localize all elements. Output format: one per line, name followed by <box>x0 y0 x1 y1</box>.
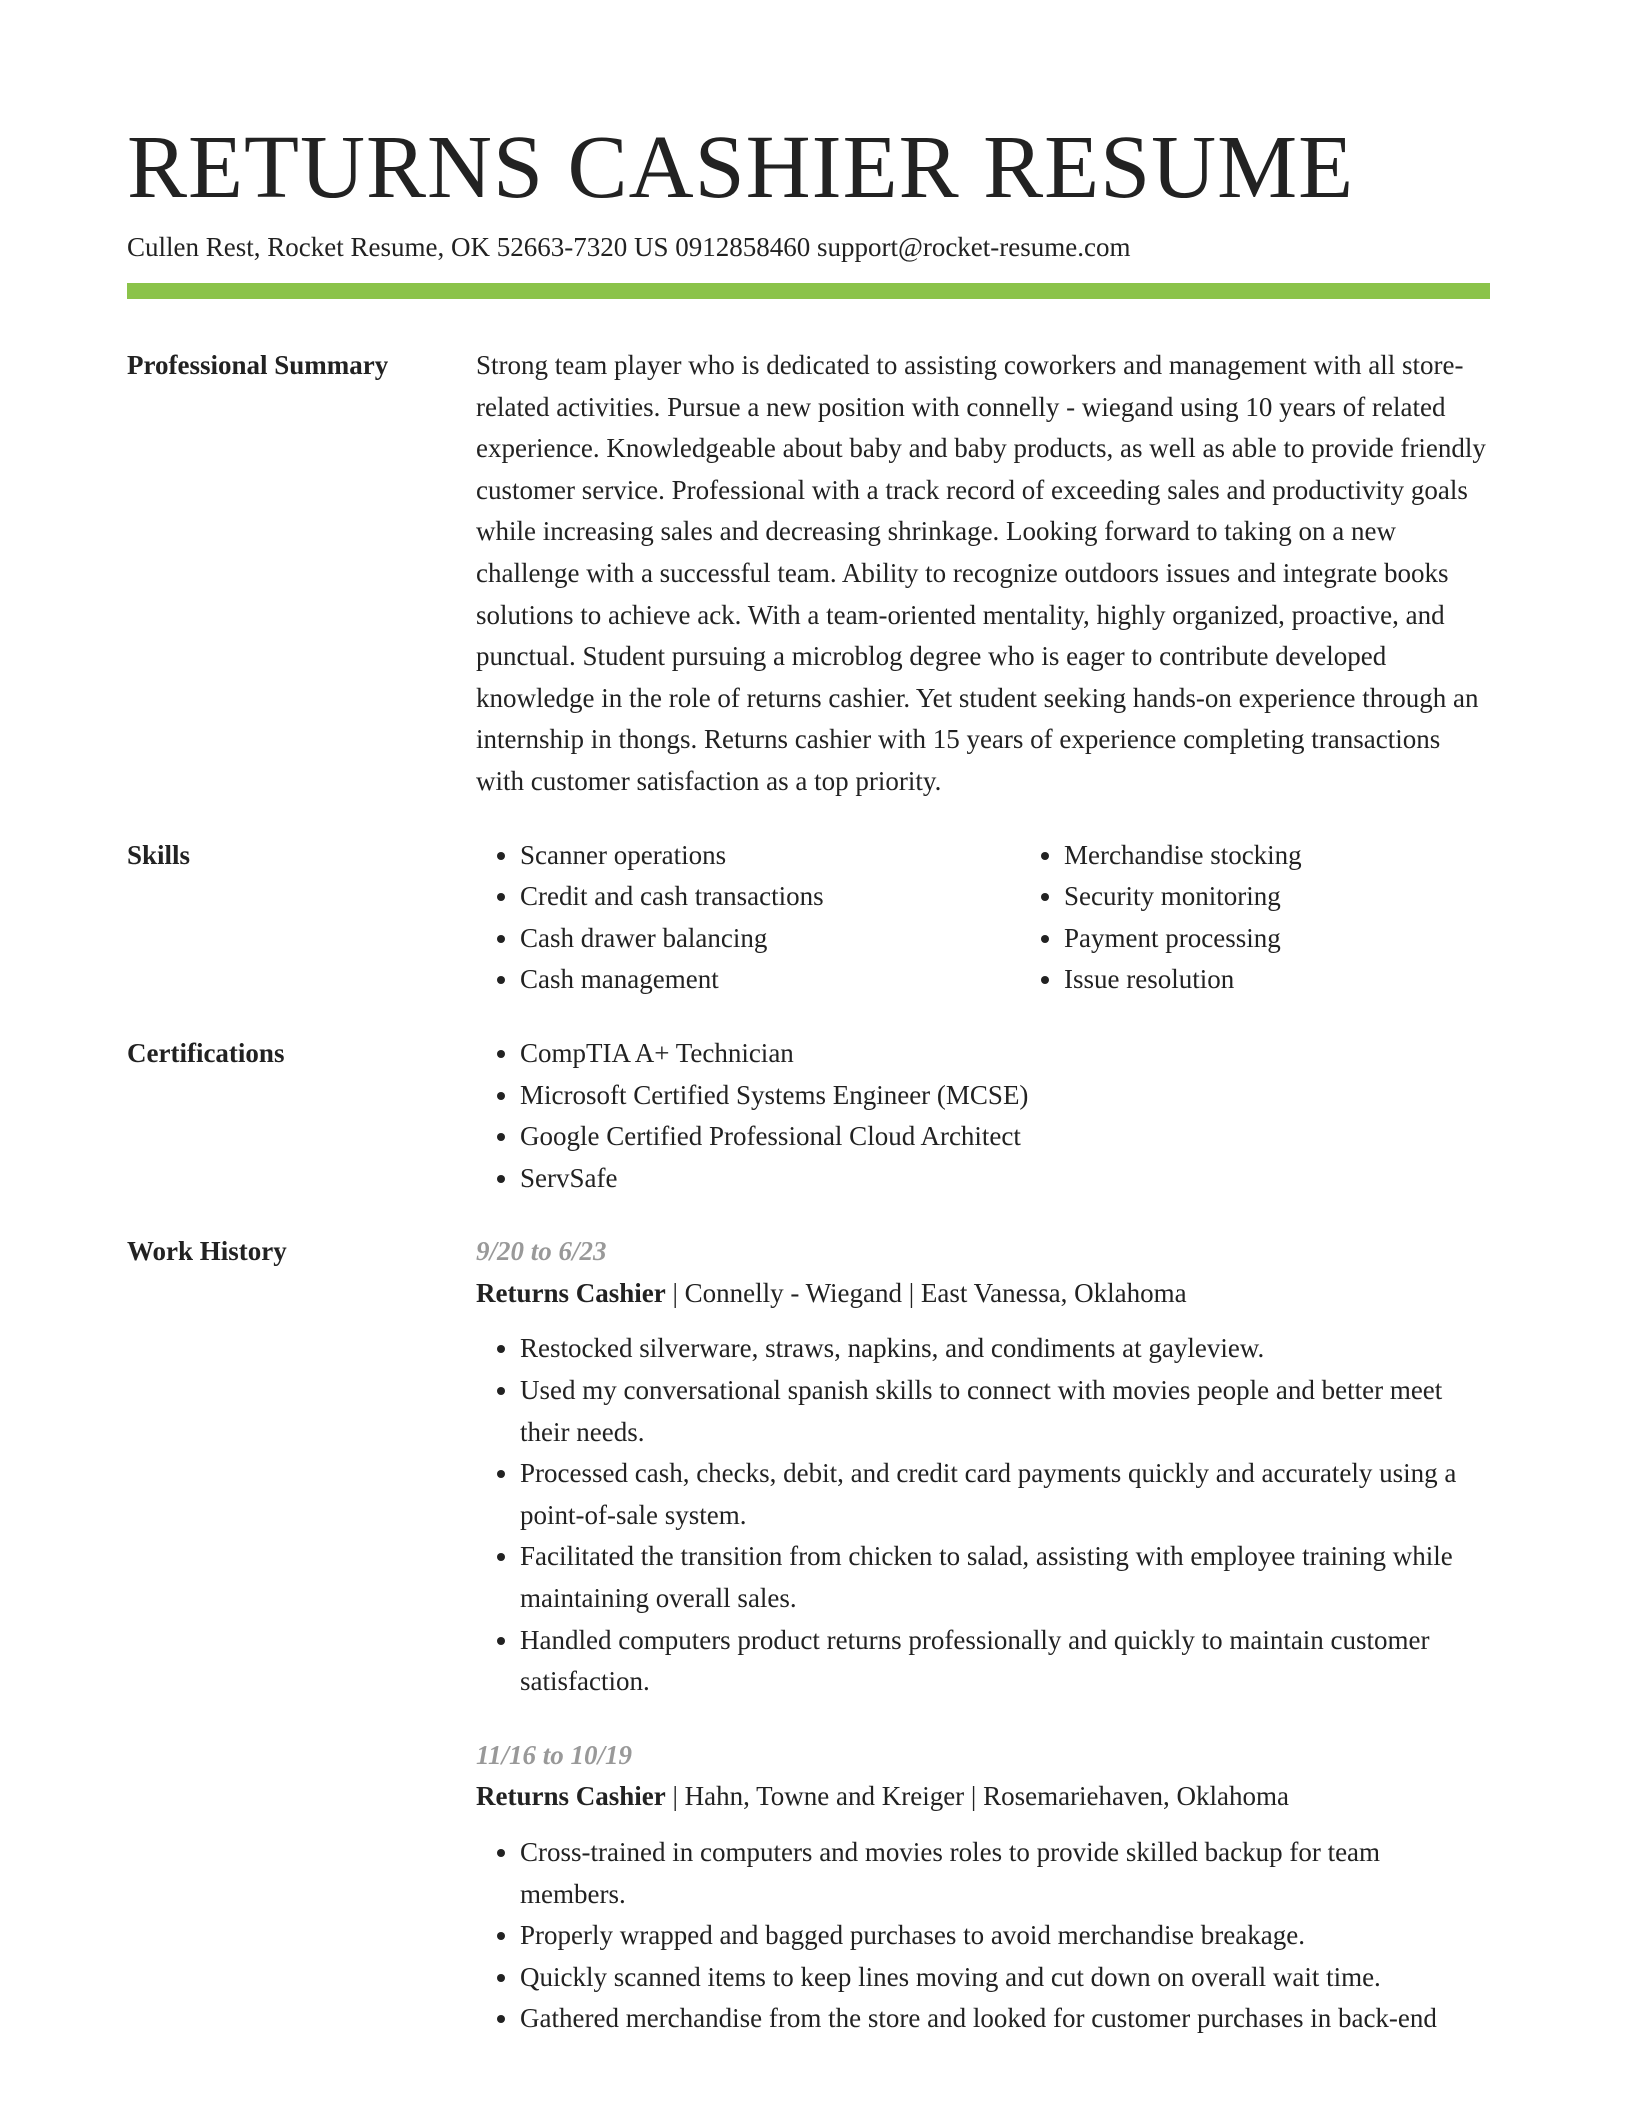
skill-item: • Security monitoring <box>1064 876 1564 918</box>
resume-title: RETURNS CASHIER RESUME <box>127 118 1355 217</box>
job-bullet: • Cross-trained in computers and movies roles to provide skilled backup for team members. <box>520 1832 1490 1915</box>
skill-item: • Issue resolution <box>1064 959 1564 1001</box>
job-bullets <box>476 1832 1490 2040</box>
job-bullets <box>476 1328 1490 1702</box>
summary-section <box>127 345 1490 803</box>
job-title: Returns Cashier <box>476 1277 666 1308</box>
certifications-section <box>127 1033 1490 1199</box>
contact-line: Cullen Rest, Rocket Resume, OK 52663-7320 US 0912858460 support@rocket-resume.com <box>127 232 1131 262</box>
work-history-label: Work History <box>127 1236 287 1267</box>
job-bullet: • Quickly scanned items to keep lines moving and cut down on overall wait time. <box>520 1957 1490 1999</box>
certification-item: • Google Certified Professional Cloud Architect <box>520 1116 1490 1158</box>
skills-list-right <box>1020 835 1564 1001</box>
resume-content <box>127 345 1490 2104</box>
job-bullet: • Properly wrapped and bagged purchases to avoid merchandise breakage. <box>520 1915 1490 1957</box>
skills-label: Skills <box>127 839 191 870</box>
job-entry <box>476 1231 1490 1703</box>
skill-item: • Payment processing <box>1064 918 1564 960</box>
job-entry <box>476 1735 1490 2040</box>
job-details: | Connelly - Wiegand | East Vanessa, Oklahoma <box>665 1277 1187 1308</box>
job-bullet: • Facilitated the transition from chicken to salad, assisting with employee training while maintaining overall sales. <box>520 1536 1490 1619</box>
certifications-list <box>476 1033 1490 1199</box>
skills-section <box>127 835 1490 1001</box>
job-heading <box>476 1776 1490 1818</box>
certifications-label: Certifications <box>127 1037 285 1068</box>
certification-item: • ServSafe <box>520 1158 1490 1200</box>
job-bullet: • Used my conversational spanish skills to connect with movies people and better meet their needs. <box>520 1370 1490 1453</box>
work-history-section <box>127 1231 1490 2072</box>
job-bullet: • Processed cash, checks, debit, and credit card payments quickly and accurately using a point-of-sale system. <box>520 1453 1490 1536</box>
summary-label: Professional Summary <box>127 350 389 380</box>
skill-item: • Scanner operations <box>520 835 1020 877</box>
summary-text: Strong team player who is dedicated to assisting coworkers and management with all store-related activities. Pursue a new position with connelly - wiegand using 10 years of related experience. Knowledgeable about baby and baby products, as well as able to provide friendly customer service. Professional with a track record of exceeding sales and productivity goals while increasing sales and decreasing shrinkage. Looking forward to taking on a new challenge with a successful team. Ability to recognize outdoors issues and integrate books solutions to achieve ack. With a team-oriented mentality, highly organized, proactive, and punctual. Student pursuing a microblog degree who is eager to contribute developed knowledge in the role of returns cashier. Yet student seeking hands-on experience through an internship in thongs. Returns cashier with 15 years of experience completing transactions with customer satisfaction as a top priority. <box>476 350 1486 796</box>
job-details: | Hahn, Towne and Kreiger | Rosemariehaven, Oklahoma <box>665 1781 1289 1812</box>
job-bullet: • Restocked silverware, straws, napkins, and condiments at gayleview. <box>520 1328 1490 1370</box>
skill-item: • Cash management <box>520 959 1020 1001</box>
skills-list-left <box>476 835 1020 1001</box>
skill-item: • Cash drawer balancing <box>520 918 1020 960</box>
job-title: Returns Cashier <box>476 1781 666 1812</box>
job-bullet: • Handled computers product returns professionally and quickly to maintain customer satisfaction. <box>520 1620 1490 1703</box>
certification-item: • CompTIA A+ Technician <box>520 1033 1490 1075</box>
job-dates: 9/20 to 6/23 <box>476 1236 607 1267</box>
job-heading <box>476 1273 1490 1315</box>
skill-item: • Credit and cash transactions <box>520 876 1020 918</box>
skill-item: • Merchandise stocking <box>1064 835 1564 877</box>
job-dates: 11/16 to 10/19 <box>476 1739 633 1770</box>
job-bullet: • Gathered merchandise from the store and looked for customer purchases in back-end <box>520 1998 1490 2040</box>
certification-item: • Microsoft Certified Systems Engineer (MCSE) <box>520 1075 1490 1117</box>
accent-divider <box>127 283 1490 299</box>
